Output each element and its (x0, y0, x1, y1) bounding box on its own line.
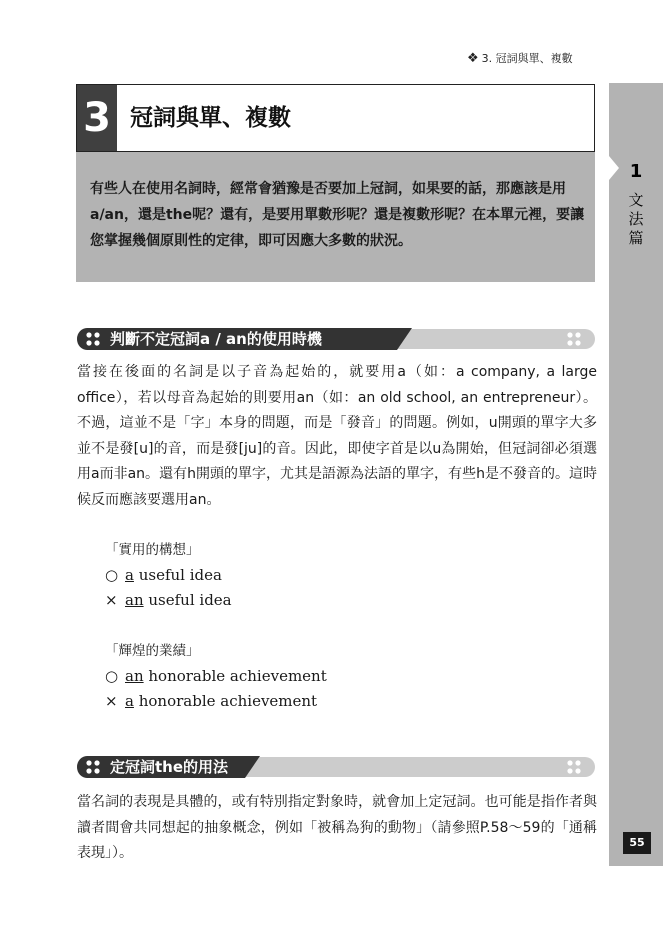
chapter-title: 冠詞與單、複數 (130, 105, 291, 131)
side-tab-number: 1 (629, 161, 643, 182)
section-header-indefinite-article (77, 328, 595, 350)
chapter-intro-text: 有些人在使用名詞時，經常會猶豫是否要加上冠詞，如果要的話，那應該是用a/an，還是the呢？還有，是要用單數形呢？還是複數形呢？在本單元裡，要讓您掌握幾個原則性的定律，即可因應大多數的狀況。 (90, 181, 585, 249)
section-title: 定冠詞the的用法 (110, 758, 229, 776)
example-phrase: useful idea (143, 591, 232, 609)
diamond-ornament-icon: ❖ (467, 51, 479, 66)
example-phrase: useful idea (133, 566, 222, 584)
side-tab-label: 文法篇 (628, 191, 644, 247)
example-phrase: honorable achievement (133, 692, 318, 710)
section-body-definite-article (77, 790, 597, 867)
paragraph: 當接在後面的名詞是以子音為起始的，就要用a（如：a company, a large office），若以母音為起始的則要用an（如：an old school, an entrepreneur）。不過，這並不是「字」本身的問題，而是「發音」的問題。例如，u開頭的單字大多並不是發[u]的音，而是發[ju]的音。因此，即使字首是以u為開始，但冠詞卻必須選用a而非an。還有h開頭的單字，尤其是語源為法語的單字，有些h是不發音的。這時候反而應該要選用an。 (77, 364, 597, 508)
example-block (105, 538, 232, 613)
section-title: 判斷不定冠詞a / an的使用時機 (110, 330, 322, 348)
running-head (467, 50, 573, 66)
example-line-correct (105, 563, 232, 588)
cross-wrong-icon: × (105, 692, 118, 710)
section-body-indefinite-article (77, 360, 597, 513)
example-block (105, 639, 327, 714)
cross-wrong-icon: × (105, 591, 118, 609)
example-article: a (125, 566, 134, 584)
example-line-correct (105, 664, 327, 689)
side-tab (609, 83, 663, 866)
example-heading: 「輝煌的業績」 (105, 643, 200, 659)
chapter-number: 3 (77, 85, 117, 151)
example-article: a (125, 692, 134, 710)
example-line-wrong (105, 588, 232, 613)
circle-correct-icon: ○ (105, 566, 119, 584)
paragraph: 當名詞的表現是具體的，或有特別指定對象時，就會加上定冠詞。也可能是指作者與讀者間會共同想起的抽象概念，例如「被稱為狗的動物」（請參照P.58～59的「通稱表現」）。 (77, 794, 597, 861)
page-number: 55 (623, 832, 651, 854)
section-header-definite-article (77, 756, 595, 778)
example-phrase: honorable achievement (143, 667, 327, 685)
example-article: an (125, 591, 144, 609)
example-line-wrong (105, 689, 327, 714)
example-heading: 「實用的構想」 (105, 542, 200, 558)
chapter-title-bar (76, 84, 595, 152)
running-head-text: 3. 冠詞與單、複數 (481, 52, 573, 65)
example-article: an (125, 667, 144, 685)
circle-correct-icon: ○ (105, 667, 119, 685)
